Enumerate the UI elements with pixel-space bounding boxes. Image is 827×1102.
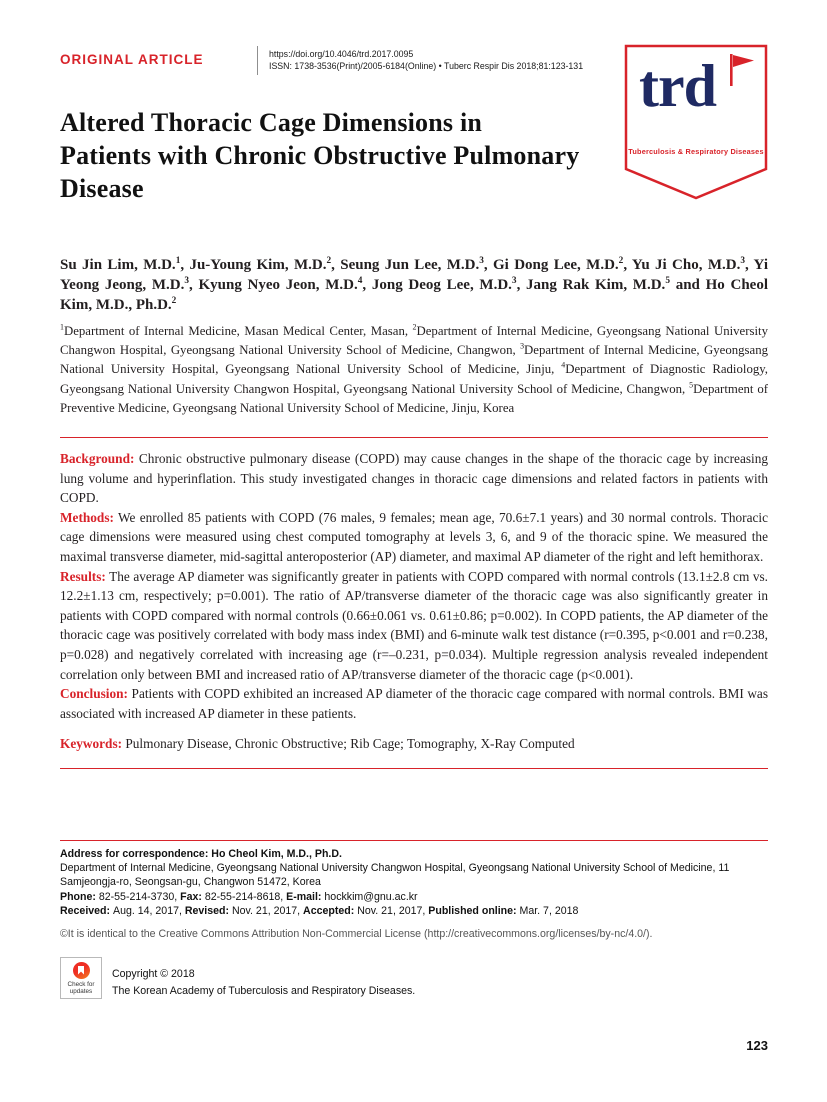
- abstract-rule-bottom: [60, 768, 768, 769]
- keywords-label: Keywords:: [60, 736, 123, 752]
- correspondence-contact: Phone: 82-55-214-3730, Fax: 82-55-214-8618, E-mail: hockkim@gnu.ac.kr: [60, 890, 418, 903]
- license-note: ©It is identical to the Creative Commons Attribution Non-Commercial License (http://creativecommons.org/licenses/by-nc/4.0/).: [60, 928, 653, 940]
- journal-logo: [624, 44, 768, 202]
- masthead-divider: [257, 46, 258, 75]
- keywords: [60, 734, 768, 754]
- article-title-line-2: Patients with Chronic Obstructive Pulmonary: [60, 141, 580, 170]
- abstract-methods: [60, 508, 768, 567]
- authors: Su Jin Lim, M.D.$^1$, Ju-Young Kim, M.D.$^2$, Seung Jun Lee, M.D.$^3$, Gi Dong Lee, M.D.$^2$, Yu Ji Cho, M.D.$^3$, Yi Yeong Jeong, M.D.$^3$, Kyung Nyeo Jeon, M.D.$^4$, Jong Deog Lee, M.D.$^3$, Jang Rak Kim, M.D.$^5$ and Ho Cheol Kim, M.D., Ph.D.$^2$: [60, 256, 768, 313]
- red-flag-icon: [727, 52, 757, 90]
- crossmark-icon: [73, 962, 90, 979]
- article-title: [60, 106, 640, 205]
- article-type-label: ORIGINAL ARTICLE: [60, 52, 204, 67]
- issn-citation: ISSN: 1738-3536(Print)/2005-6184(Online) • Tuberc Respir Dis 2018;81:123-131: [269, 60, 584, 71]
- correspondence-department: Department of Internal Medicine, Gyeongsang National University Changwon Hospital, Gyeongsang National University School of Medicine, 11 Samjeongja-ro, Seongsan-gu, Changwon 51472, Korea: [60, 862, 730, 889]
- publisher-line: The Korean Academy of Tuberculosis and Respiratory Diseases.: [112, 984, 416, 997]
- abstract-background-text: Chronic obstructive pulmonary disease (COPD) may cause changes in the shape of the thoracic cage by increasing lung volume and hyperinflation. This study investigated changes in thoracic cage dimensions and related factors in patients with COPD.: [60, 451, 769, 506]
- abstract-methods-label: Methods:: [60, 509, 114, 525]
- abstract-results: [60, 567, 768, 685]
- article-title-line-3: Disease: [60, 174, 144, 203]
- doi-link[interactable]: https://doi.org/10.4046/trd.2017.0095: [269, 49, 414, 59]
- abstract-conclusion: [60, 684, 768, 723]
- abstract-conclusion-text: Patients with COPD exhibited an increased AP diameter of the thoracic cage compared with normal controls. BMI was associated with increased AP diameter in these patients.: [60, 686, 768, 721]
- abstract-methods-text: We enrolled 85 patients with COPD (76 males, 9 females; mean age, 70.6±7.1 years) and 30 normal controls. Thoracic cage dimensions were measured using chest computed tomography at levels 3, 6, and 9 of the thoracic spine. We measured the maximal transverse diameter, mid-sagittal anteroposterior (AP) diameter, and maximal AP diameter of the right and left hemithorax.: [60, 509, 768, 564]
- affiliations: $^1$Department of Internal Medicine, Masan Medical Center, Masan, $^2$Department of Internal Medicine, Gyeongsang National University Changwon Hospital, Gyeongsang National University School of Medicine, Changwon, $^3$Department of Internal Medicine, Gyeongsang National University Hospital, Gyeongsang National University School of Medicine, Jinju, $^4$Department of Diagnostic Radiology, Gyeongsang National University Changwon Hospital, Gyeongsang National University School of Medicine, Changwon, $^5$Department of Preventive Medicine, Gyeongsang National University School of Medicine, Jinju, Korea: [60, 322, 769, 415]
- abstract-results-label: Results:: [60, 568, 106, 584]
- logo-journal-name: Tuberculosis & Respiratory Diseases: [628, 147, 764, 156]
- article-title-line-1: Altered Thoracic Cage Dimensions in: [60, 108, 483, 137]
- keywords-text: Pulmonary Disease, Chronic Obstructive; Rib Cage; Tomography, X-Ray Computed: [125, 736, 575, 752]
- abstract-results-text: The average AP diameter was significantly greater in patients with COPD compared with normal controls (13.1±2.8 cm vs. 12.2±1.13 cm, respectively; p=0.001). The ratio of AP/transverse diameter of the thoracic cage was also significantly greater in patients with COPD compared with normal controls (0.66±0.061 vs. 0.61±0.86; p=0.002). In COPD patients, the AP diameter of the thoracic cage was positively correlated with body mass index (BMI) and 6-minute walk test distance (r=0.395, p<0.001 and r=0.238, p=0.028) and negatively correlated with increasing age (r=–0.231, p=0.034). Multiple regression analysis revealed independent correlation only between BMI and increased ratio of AP/transverse diameter of the thoracic cage (p<0.001).: [60, 568, 768, 682]
- badge-label: Check for updates: [67, 981, 95, 995]
- page-number: 123: [746, 1038, 768, 1053]
- logo-acronym: trd: [639, 53, 716, 119]
- correspondence-dates: Received: Aug. 14, 2017, Revised: Nov. 21, 2017, Accepted: Nov. 21, 2017, Published online: Mar. 7, 2018: [60, 904, 579, 917]
- correspondence-address: Address for correspondence: Ho Cheol Kim, M.D., Ph.D.: [60, 848, 342, 860]
- correspondence: [60, 847, 768, 918]
- abstract-background-label: Background:: [60, 451, 135, 466]
- abstract-background: [60, 449, 768, 508]
- footer-rule: [60, 840, 768, 841]
- abstract-rule-top: [60, 437, 768, 438]
- abstract-conclusion-label: Conclusion:: [60, 686, 128, 702]
- masthead-meta: [269, 49, 609, 72]
- copyright: [112, 966, 415, 999]
- check-for-updates-badge[interactable]: [60, 957, 102, 999]
- abstract-section: [60, 449, 768, 769]
- copyright-line: Copyright © 2018: [112, 968, 195, 980]
